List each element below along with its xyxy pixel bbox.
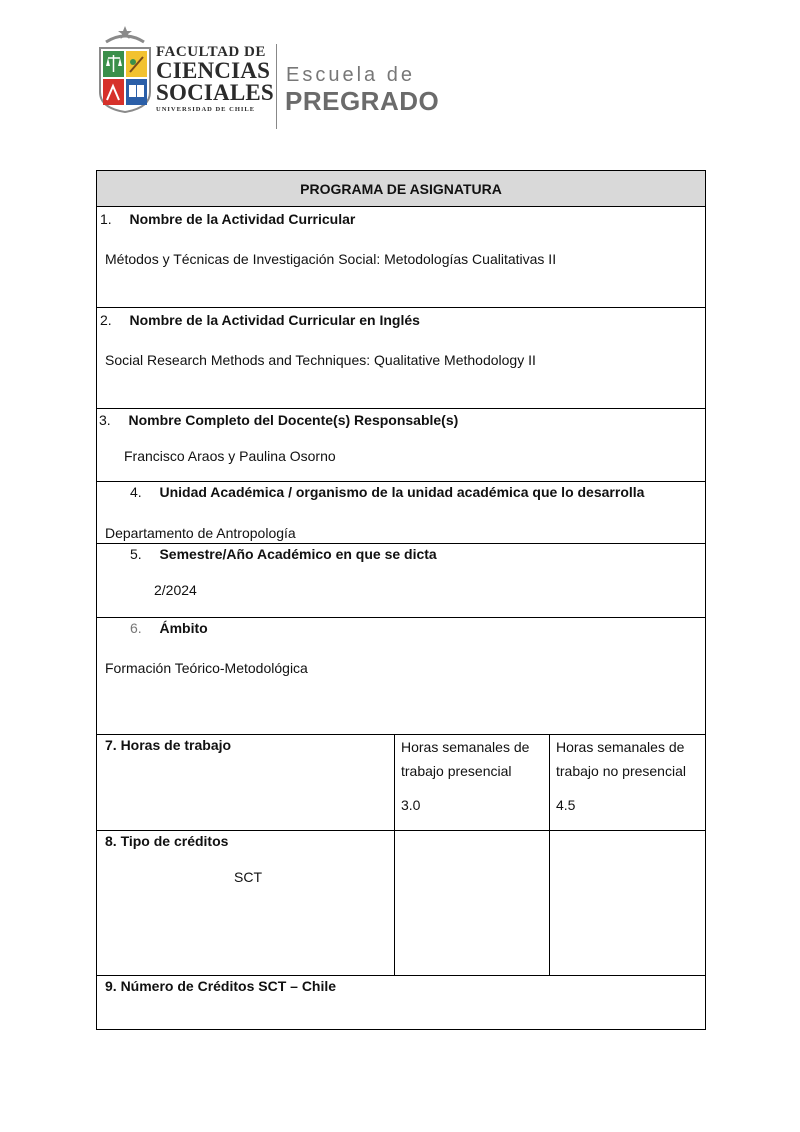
section-3-title-text: Nombre Completo del Docente(s) Responsable(s) (128, 412, 459, 428)
section-4-number: 4. (130, 484, 142, 500)
presencial-label-line-2: trabajo presencial (401, 763, 512, 779)
section-6-value: Formación Teórico-Metodológica (105, 660, 308, 676)
section-1-title (100, 211, 355, 227)
no-presencial-label-line-2: trabajo no presencial (556, 763, 686, 779)
section-8-row (97, 831, 706, 976)
section-9-title: 9. Número de Créditos SCT – Chile (105, 978, 337, 994)
section-4-title (130, 484, 644, 500)
section-1-title-text: Nombre de la Actividad Curricular (129, 211, 356, 227)
section-1-number: 1. (100, 211, 112, 227)
section-2-value: Social Research Methods and Techniques: Qualitative Methodology II (105, 352, 536, 368)
section-7-row (97, 735, 706, 831)
section-8-value: SCT (234, 869, 262, 885)
table-header-row (97, 171, 706, 207)
section-5-value: 2/2024 (154, 582, 197, 598)
section-5-row (97, 544, 706, 618)
section-7-title: 7. Horas de trabajo (105, 737, 232, 753)
faculty-name (156, 44, 274, 113)
section-5-title-text: Semestre/Año Académico en que se dicta (159, 546, 437, 562)
faculty-line-3: SOCIALES (156, 80, 274, 105)
section-3-row (97, 409, 706, 482)
university-name: UNIVERSIDAD DE CHILE (156, 106, 256, 113)
section-6-title (130, 620, 208, 636)
section-8-empty-cell-1 (395, 831, 550, 976)
faculty-logo-header (96, 22, 440, 117)
section-3-value: Francisco Araos y Paulina Osorno (124, 448, 336, 464)
program-heading: PROGRAMA DE ASIGNATURA (97, 171, 706, 207)
section-5-number: 5. (130, 546, 142, 562)
section-2-title (100, 312, 420, 328)
section-4-value: Departamento de Antropología (105, 525, 296, 541)
section-3-title (99, 412, 458, 428)
section-5-title (130, 546, 437, 562)
section-8-empty-cell-2 (550, 831, 706, 976)
faculty-line-2: CIENCIAS (156, 58, 271, 83)
university-shield-icon (96, 22, 154, 114)
section-4-row (97, 482, 706, 544)
section-1-value: Métodos y Técnicas de Investigación Social: Metodologías Cualitativas II (105, 251, 557, 267)
school-line-2: PREGRADO (285, 86, 440, 116)
section-6-title-text: Ámbito (159, 620, 208, 636)
no-presencial-value: 4.5 (556, 797, 576, 813)
section-3-number: 3. (99, 412, 111, 428)
program-table (96, 170, 706, 1030)
presencial-label-line-1: Horas semanales de (401, 739, 530, 755)
no-presencial-label-line-1: Horas semanales de (556, 739, 685, 755)
section-9-row (97, 976, 706, 1030)
section-1-row (97, 207, 706, 308)
section-2-title-text: Nombre de la Actividad Curricular en Inglés (129, 312, 420, 328)
school-line-1: Escuela de (286, 64, 415, 86)
section-6-number: 6. (130, 620, 142, 636)
section-2-row (97, 308, 706, 409)
section-8-title: 8. Tipo de créditos (105, 833, 229, 849)
faculty-line-1: FACULTAD DE (156, 44, 266, 60)
section-6-row (97, 618, 706, 735)
section-2-number: 2. (100, 312, 112, 328)
presencial-value: 3.0 (401, 797, 421, 813)
section-4-title-text: Unidad Académica / organismo de la unidad académica que lo desarrolla (159, 484, 645, 500)
logo-divider (276, 44, 277, 129)
